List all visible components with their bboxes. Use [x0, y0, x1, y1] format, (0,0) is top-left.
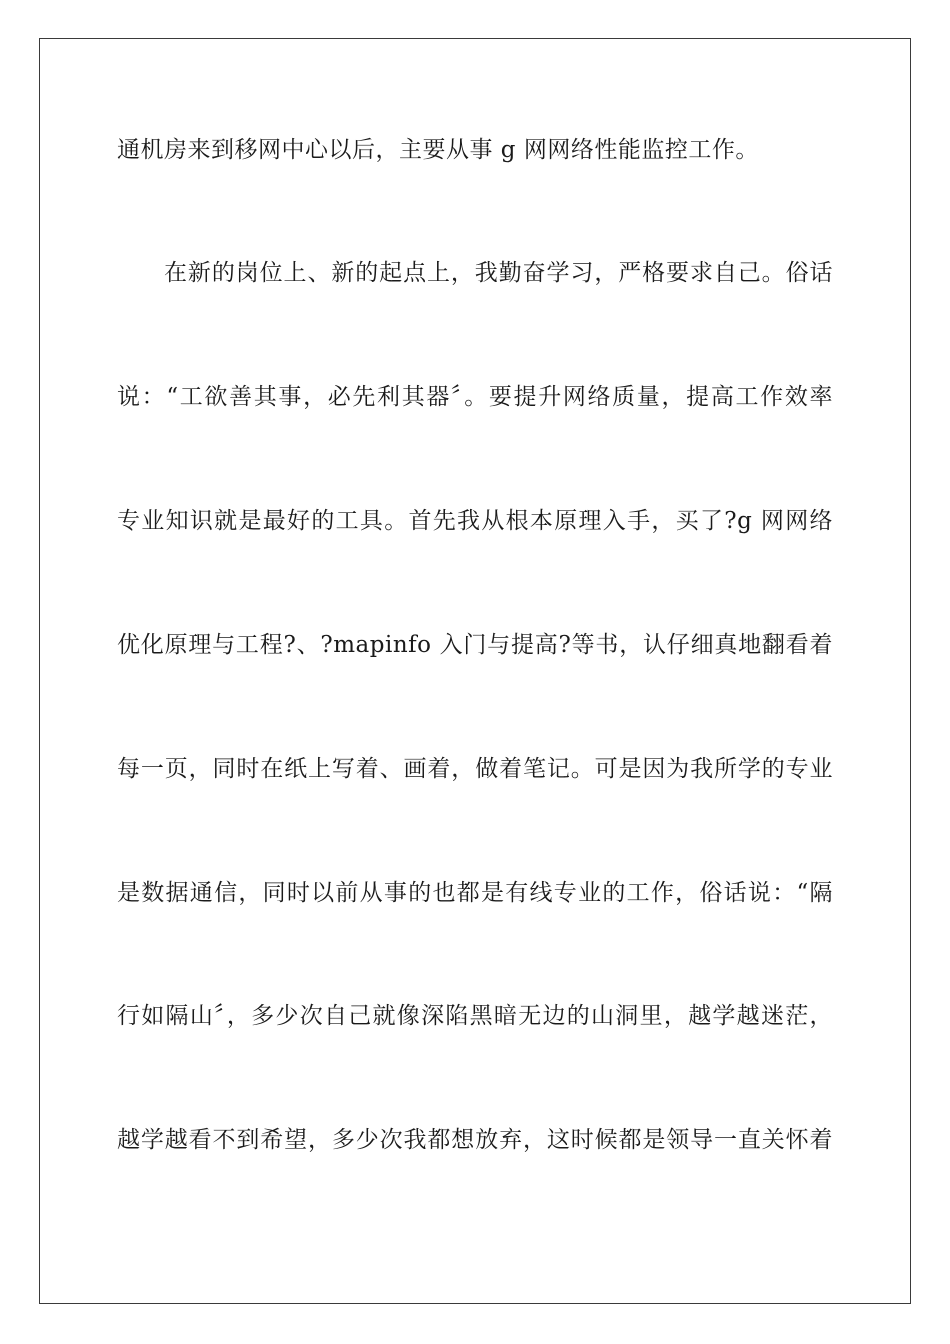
text-line-1: 通机房来到移网中心以后，主要从事 g 网网络性能监控工作。 — [117, 137, 759, 163]
text-line-7: 是数据通信，同时以前从事的也都是有线专业的工作，俗话说：“隔 — [117, 880, 833, 906]
text-line-9: 越学越看不到希望，多少次我都想放弃，这时候都是领导一直关怀着 — [117, 1127, 833, 1153]
page-border — [39, 38, 911, 1304]
text-line-8: 行如隔山〞，多少次自己就像深陷黑暗无边的山洞里，越学越迷茫， — [117, 1003, 833, 1029]
text-line-4: 专业知识就是最好的工具。首先我从根本原理入手，买了?g 网网络 — [117, 508, 833, 534]
paragraph-start-line: 在新的岗位上、新的起点上，我勤奋学习，严格要求自己。俗话 — [164, 260, 833, 286]
text-line-3: 说：“工欲善其事，必先利其器〞。要提升网络质量，提高工作效率 — [117, 384, 833, 410]
text-line-5: 优化原理与工程?、?mapinfo 入门与提高?等书，认仔细真地翻看着 — [117, 632, 833, 658]
text-line-6: 每一页，同时在纸上写着、画着，做着笔记。可是因为我所学的专业 — [117, 756, 833, 782]
